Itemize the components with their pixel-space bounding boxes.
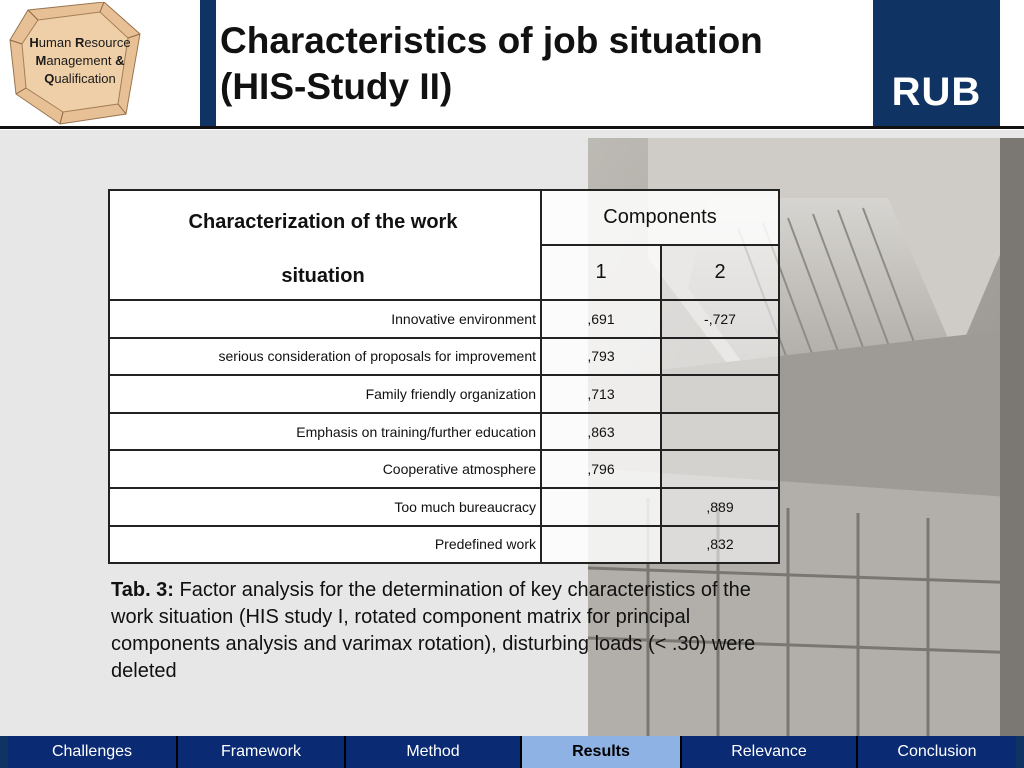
hrmq-logo [0, 0, 200, 126]
table-row [109, 450, 779, 488]
row-value-1 [541, 488, 661, 526]
row-value-2 [661, 375, 779, 413]
table-header-col2: 2 [661, 245, 779, 300]
table-header-components: Components [541, 190, 779, 245]
nav-relevance[interactable]: Relevance [680, 736, 856, 768]
row-label: serious consideration of proposals for improvement [109, 338, 541, 376]
nav-framework[interactable]: Framework [176, 736, 344, 768]
row-value-2 [661, 338, 779, 376]
row-label: Innovative environment [109, 300, 541, 338]
row-value-2 [661, 413, 779, 451]
table-caption [111, 577, 791, 685]
table-header-col1: 1 [541, 245, 661, 300]
caption-text: Factor analysis for the determination of key characteristics of the work situation (HIS study I, rotated component matrix for principal components analysis and varimax rotation), disturbing loads (< .30) were deleted [111, 579, 756, 682]
title-accent-bar [200, 0, 216, 128]
row-value-1 [541, 526, 661, 564]
row-value-1: ,793 [541, 338, 661, 376]
row-value-1: ,691 [541, 300, 661, 338]
header-divider [0, 126, 1024, 129]
logo-text: Human Resource Management & Qualification [29, 35, 131, 86]
row-value-2: -,727 [661, 300, 779, 338]
section-nav [0, 736, 1024, 768]
caption-label: Tab. 3: [111, 579, 174, 601]
page-title-line1: Characteristics of job situation [220, 20, 763, 61]
nav-challenges[interactable]: Challenges [8, 736, 176, 768]
header-right-strip [1000, 0, 1024, 128]
factor-analysis-table [108, 189, 780, 564]
nav-method[interactable]: Method [344, 736, 520, 768]
row-label: Emphasis on training/further education [109, 413, 541, 451]
row-label: Predefined work [109, 526, 541, 564]
table-row [109, 300, 779, 338]
table-row [109, 488, 779, 526]
row-value-2: ,832 [661, 526, 779, 564]
row-label: Too much bureaucracy [109, 488, 541, 526]
row-label: Cooperative atmosphere [109, 450, 541, 488]
table-row [109, 526, 779, 564]
row-label: Family friendly organization [109, 375, 541, 413]
page-title-line2: (HIS-Study II) [220, 66, 453, 107]
header [0, 0, 1024, 130]
table-row [109, 375, 779, 413]
row-value-2: ,889 [661, 488, 779, 526]
nav-conclusion[interactable]: Conclusion [856, 736, 1016, 768]
nav-results[interactable]: Results [520, 736, 680, 768]
row-value-1: ,863 [541, 413, 661, 451]
row-value-1: ,796 [541, 450, 661, 488]
table-header-characterization: Characterization of the work situation [109, 190, 541, 300]
rub-brand-panel [873, 0, 1000, 128]
table-row [109, 413, 779, 451]
row-value-2 [661, 450, 779, 488]
rub-logo: RUB [891, 70, 982, 114]
table-row [109, 338, 779, 376]
page-title [220, 18, 860, 110]
row-value-1: ,713 [541, 375, 661, 413]
